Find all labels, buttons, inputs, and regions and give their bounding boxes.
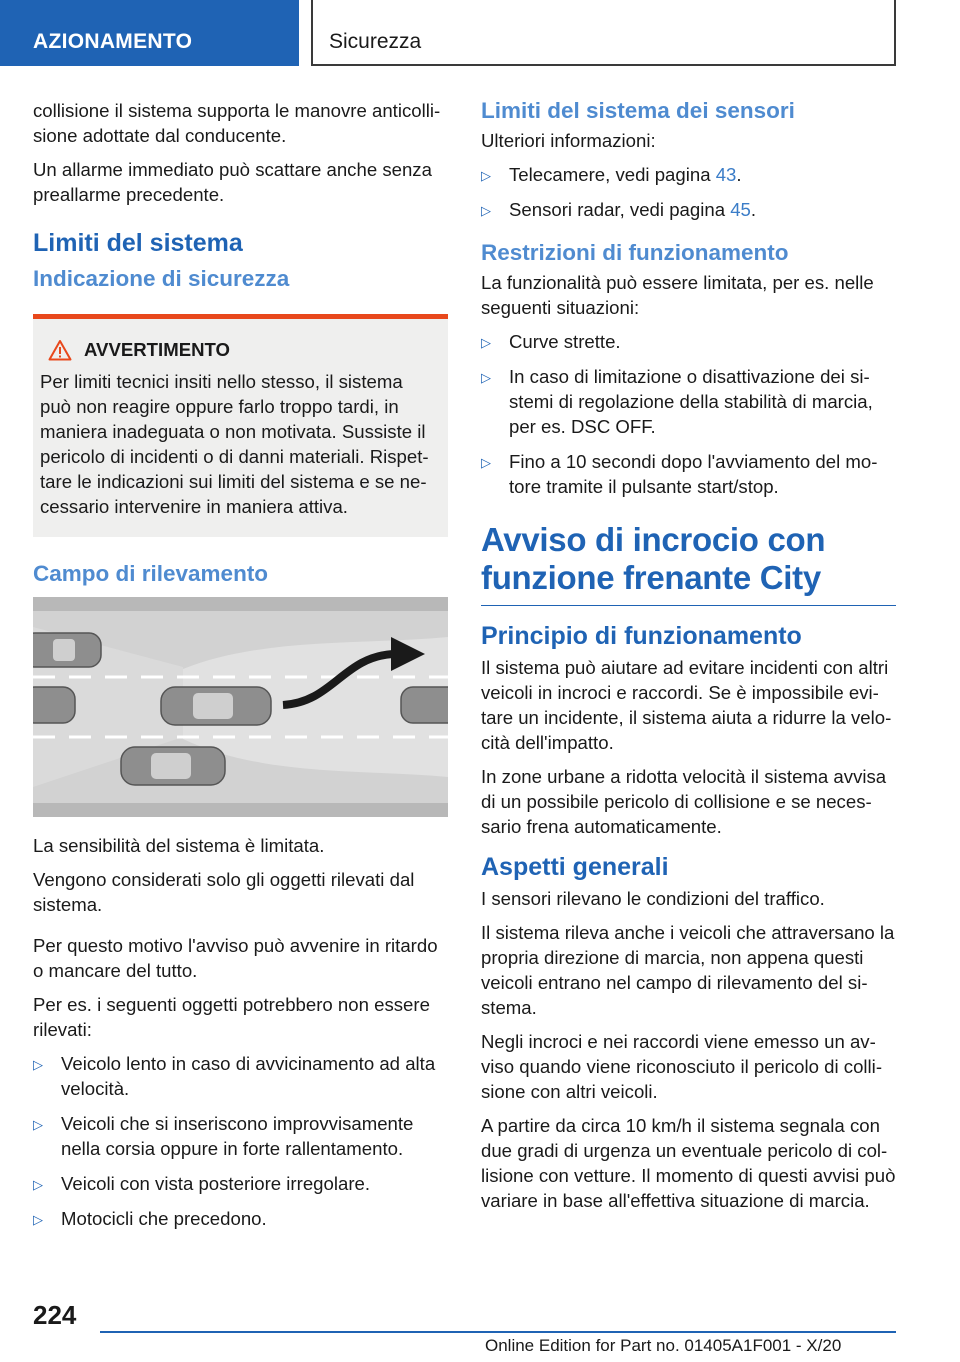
warning-title [42,339,434,361]
heading-detection-range: Campo di rilevamento [33,561,269,586]
chapter-title: Sicurezza [311,0,896,66]
heading-principle: Principio di funzionamento [481,622,802,650]
list-item: ▷ Veicoli con vista posteriore irregolare. [33,1171,448,1196]
list-item: ▷ Motocicli che precedono. [33,1206,448,1231]
left-column [33,98,448,1241]
page-link-radar[interactable]: 45 [730,199,751,220]
heading-safety-note: Indicazione di sicurezza [33,266,290,291]
list-item: ▷ Veicoli che si inseriscono improvvisamente nella corsia oppure in forte rallentamento. [33,1113,414,1159]
triangle-bullet-icon: ▷ [33,1117,43,1132]
body-paragraph: Per questo motivo l'avviso può avvenire in ritardo o mancare del tutto. [33,935,438,981]
list-item: ▷ Curve strette. [481,329,896,354]
body-paragraph: I sensori rilevano le condizioni del traffico. [481,888,825,909]
triangle-bullet-icon: ▷ [481,168,491,183]
triangle-bullet-icon: ▷ [33,1212,43,1227]
list-item: ▷ Fino a 10 secondi dopo l'avviamento del motore tramite il pulsante start/stop. [481,451,878,497]
page-link-cameras[interactable]: 43 [715,164,737,185]
heading-system-limits: Limiti del sistema [33,229,243,257]
body-paragraph: In zone urbane a ridotta velocità il sistema avvisa di un possibile pericolo di collisione e se necessario frena automaticamente. [481,766,887,837]
body-paragraph: Il sistema rileva anche i veicoli che attraversano la propria direzione di marcia, non appena questi veicoli entrano nel campo di rilevamento del sistema. [481,922,895,1018]
warning-triangle-icon [48,339,72,361]
triangle-bullet-icon: ▷ [481,370,491,385]
intro-paragraph: collisione il sistema supporta le manovre anticollisione adottate dal conducente. [33,100,441,146]
body-paragraph: A partire da circa 10 km/h il sistema segnala con due gradi di urgenza un eventuale pericolo di collisione con vetture. Il momento di questi avvisi può variare in base all'effettiva situazione di marcia. [481,1115,896,1211]
heading-restrictions: Restrizioni di funzionamento [481,240,789,265]
heading-sensor-limits: Limiti del sistema dei sensori [481,98,795,123]
detection-range-illustration [33,597,448,817]
list-item: ▷ In caso di limitazione o disattivazione dei sistemi di regolazione della stabilità di marcia, per es. DSC OFF. [481,366,873,437]
body-paragraph: La sensibilità del sistema è limitata. [33,835,325,856]
triangle-bullet-icon: ▷ [481,455,491,470]
heading-general: Aspetti generali [481,853,669,881]
warning-text: Per limiti tecnici insiti nello stesso, il sistema può non reagire oppure farlo troppo tardi, in maniera inadeguata o non motivata. Sussiste il pericolo di incidenti o di danni materiali. Rispettare le indicazioni sui limiti del sistema e se necessario intervenire in maniera attiva. [40,371,429,517]
body-paragraph: Ulteriori informazioni: [481,130,656,151]
body-paragraph: Per es. i seguenti oggetti potrebbero non essere rilevati: [33,994,430,1040]
triangle-bullet-icon: ▷ [481,203,491,218]
body-paragraph: Negli incroci e nei raccordi viene emesso un avviso quando viene riconosciuto il pericolo di collisione con altri veicoli. [481,1031,883,1102]
warning-title-text: AVVERTIMENTO [84,339,231,360]
list-item: ▷ Sensori radar, vedi pagina 45. [481,197,896,222]
page-header [0,0,960,66]
list-item: ▷ Telecamere, vedi pagina 43. [481,162,896,187]
triangle-bullet-icon: ▷ [33,1177,43,1192]
section-tab: AZIONAMENTO [0,0,299,66]
body-paragraph: La funzionalità può essere limitata, per es. nelle seguenti situazioni: [481,272,874,318]
intro-paragraph: Un allarme immediato può scattare anche senza preallarme precedente. [33,159,432,205]
list-item: ▷ Veicolo lento in caso di avvicinamento ad alta velocità. [33,1053,436,1099]
reference-list [481,162,896,222]
warning-box [33,314,448,537]
footer-divider [100,1331,896,1333]
triangle-bullet-icon: ▷ [481,335,491,350]
page-number: 224 [33,1300,77,1330]
section-title: Avviso di incrocio con funzione frenante City [481,521,896,606]
body-paragraph: Il sistema può aiutare ad evitare incidenti con altri veicoli in incroci e raccordi. Se è impossibile evitare un incidente, il sistema aiuta a ridurre la velocità dell'impatto. [481,657,892,753]
restrictions-list [481,329,896,499]
body-paragraph: Vengono considerati solo gli oggetti rilevati dal sistema. [33,869,415,915]
triangle-bullet-icon: ▷ [33,1057,43,1072]
right-column [481,98,896,1222]
undetected-objects-list [33,1051,448,1231]
edition-note: Online Edition for Part no. 01405A1F001 - X/20 [485,1336,842,1355]
